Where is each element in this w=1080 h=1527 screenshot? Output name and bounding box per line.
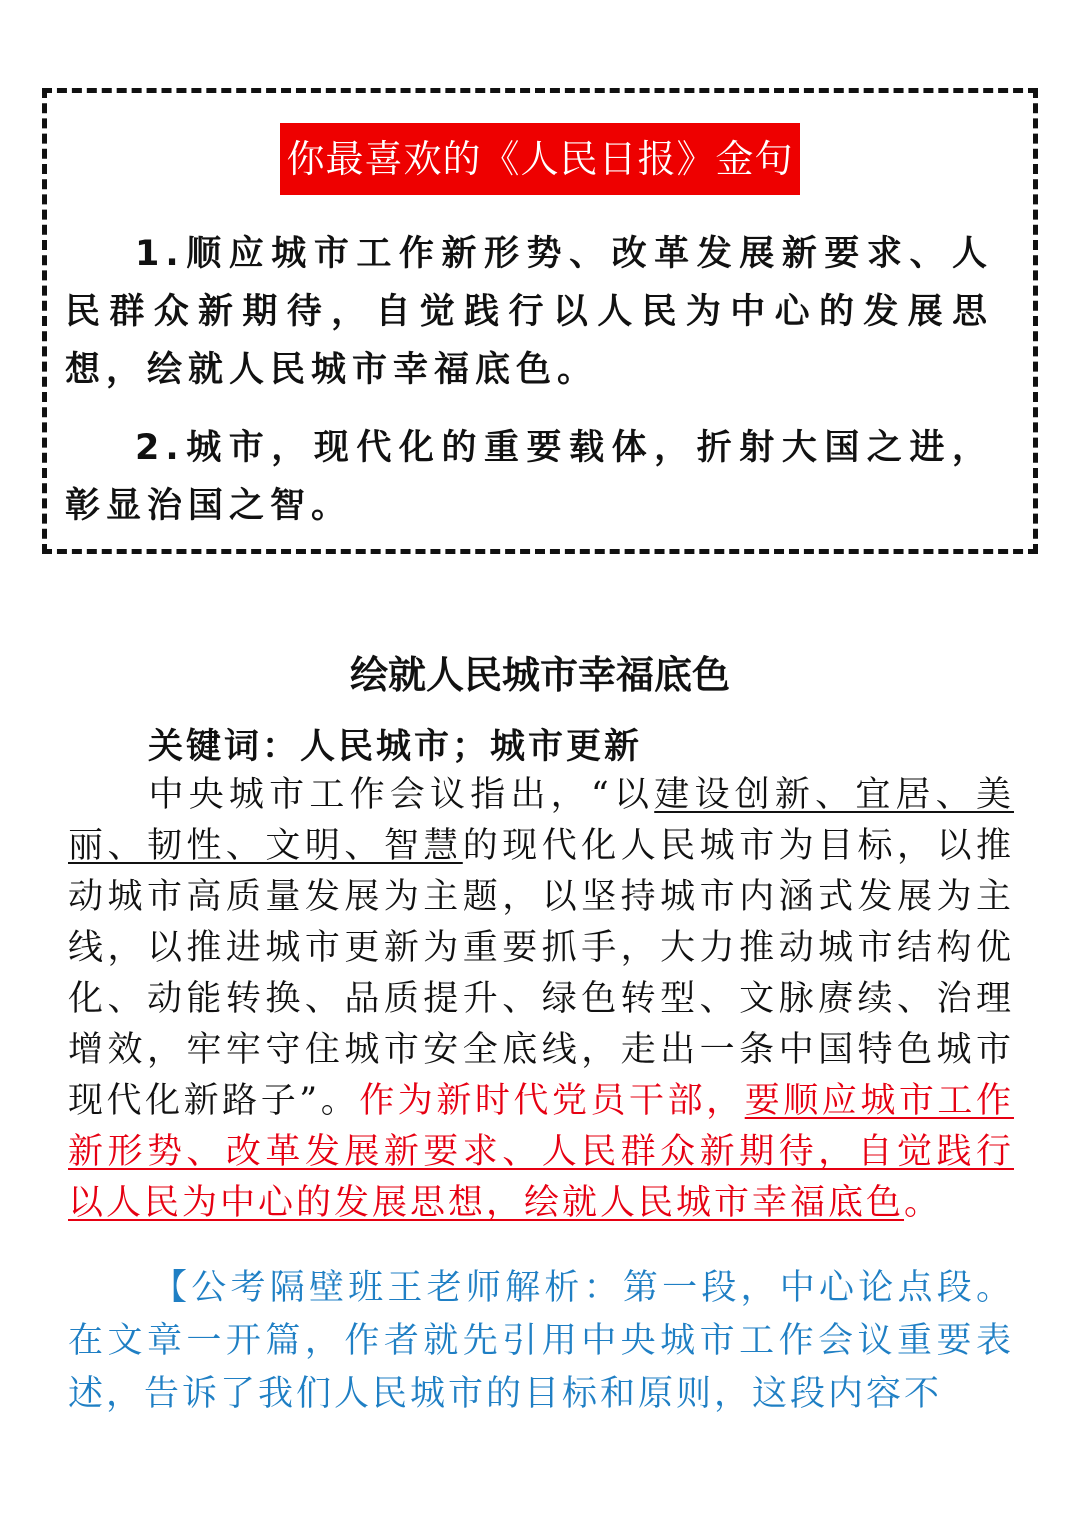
para-text-1: 中央城市工作会议指出，“以 xyxy=(148,775,655,815)
quote-title-wrap xyxy=(47,123,1033,195)
para-red-text: 作为新时代党员干部， xyxy=(359,1081,745,1121)
article-keywords: 关键词：人民城市；城市更新 xyxy=(148,726,643,767)
article-title: 绘就人民城市幸福底色 xyxy=(349,653,730,697)
article-paragraph-1 xyxy=(68,770,1014,1229)
teacher-analysis: 【公考隔壁班王老师解析：第一段，中心论点段。在文章一开篇，作者就先引用中央城市工作会议重要表述，告诉了我们人民城市的目标和原则，这段内容不 xyxy=(68,1268,1014,1414)
quote-item-2: 2.城市，现代化的重要载体，折射大国之进，彰显治国之智。 xyxy=(65,428,993,526)
para-red-end: 。 xyxy=(904,1183,943,1223)
para-text-2: 的现代化人民城市为目标，以推动城市高质量发展为主题，以坚持城市内涵式发展为主线，以推进城市更新为重要抓手，大力推动城市结构优化、动能转换、品质提升、绿色转型、文脉赓续、治理增效，牢牢守住城市安全底线，走出一条中国特色城市现代化新路子”。 xyxy=(68,826,1014,1121)
quote-box-title: 你最喜欢的《人民日报》金句 xyxy=(280,123,799,195)
para-underlined-1: 建设创新、宜居、美丽、韧性、文明、智慧 xyxy=(68,775,1014,866)
golden-quote-box xyxy=(42,88,1038,554)
para-red-underlined: 要顺应城市工作新形势、改革发展新要求、人民群众新期待，自觉践行以人民为中心的发展思想，绘就人民城市幸福底色 xyxy=(68,1081,1014,1223)
quote-item-1: 1.顺应城市工作新形势、改革发展新要求、人民群众新期待，自觉践行以人民为中心的发展思想，绘就人民城市幸福底色。 xyxy=(65,234,993,390)
